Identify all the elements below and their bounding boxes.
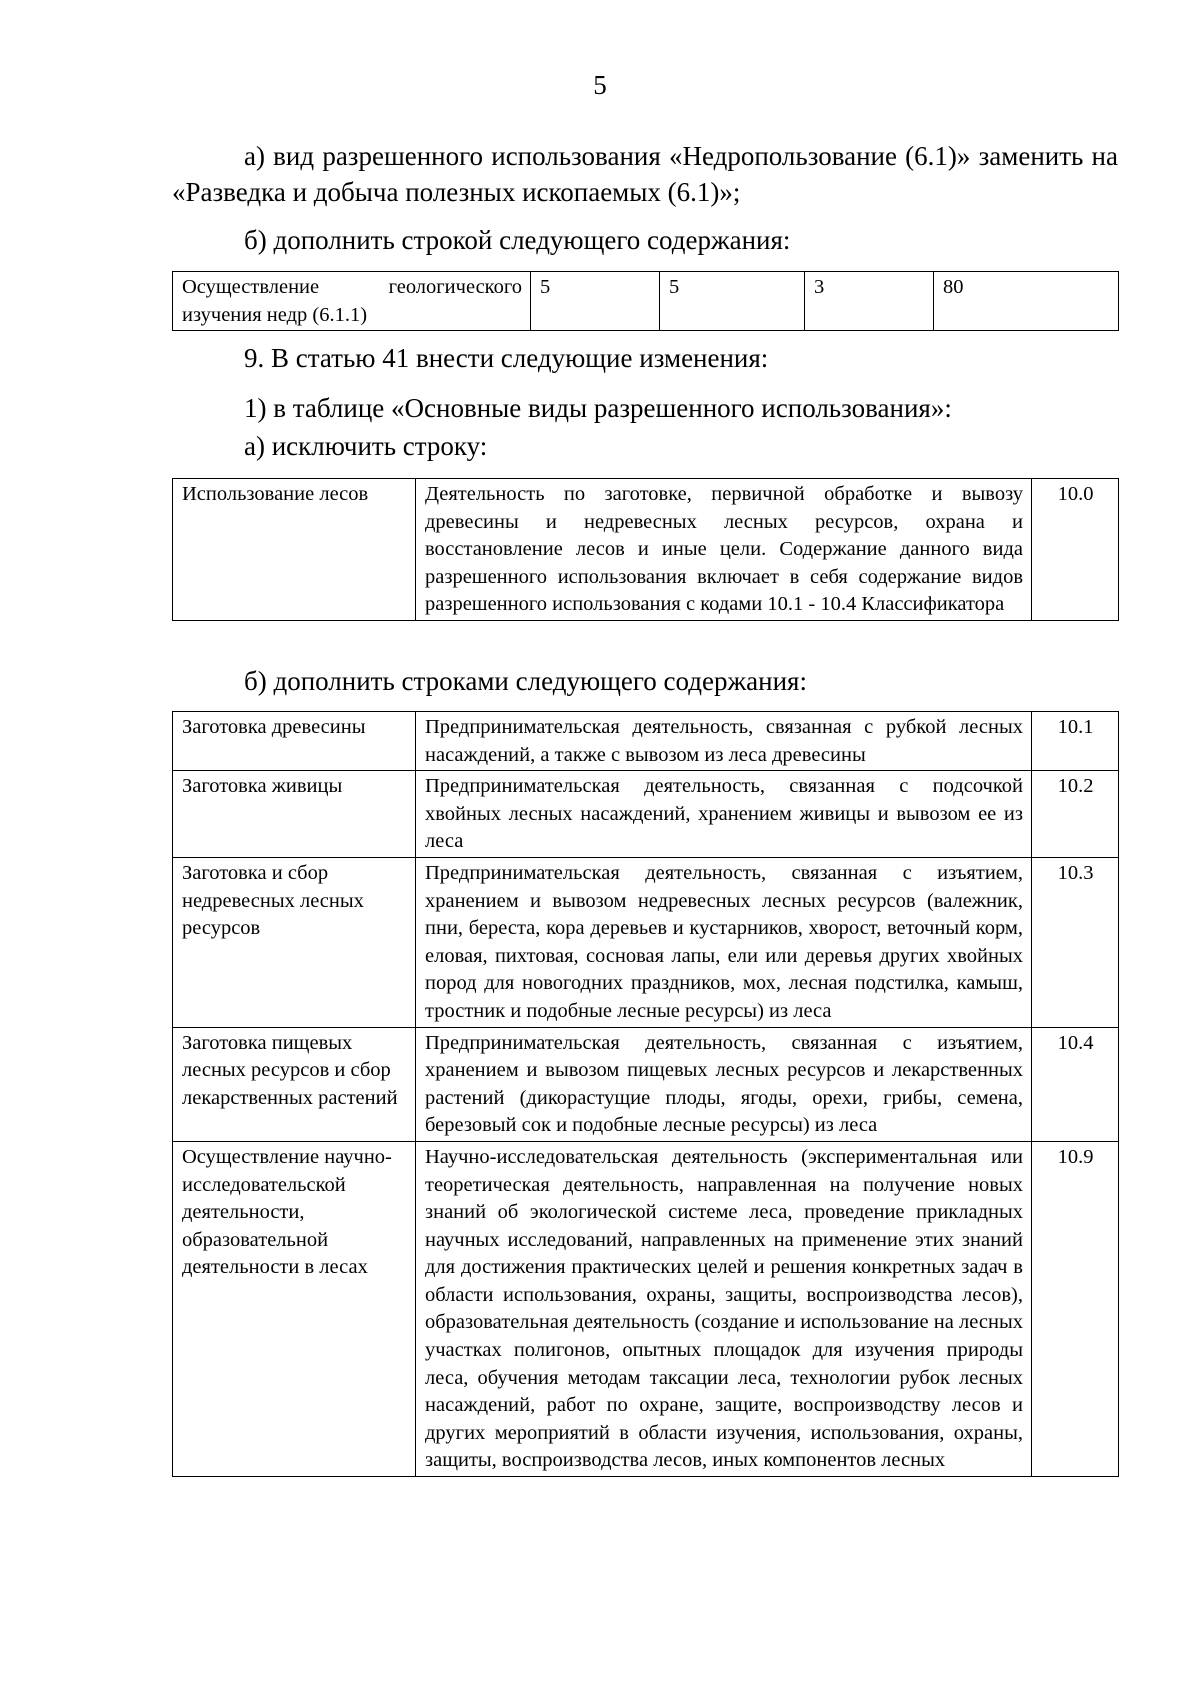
table-cell-code: 10.3: [1032, 857, 1119, 1027]
paragraph-main-usage-table: 1) в таблице «Основные виды разрешенного использования»:: [244, 393, 952, 423]
table-cell-usage-name: Заготовка древесины: [173, 712, 416, 771]
table-cell-description: Предпринимательская деятельность, связанная с рубкой лесных насаждений, а также с вывозом из леса древесины: [416, 712, 1032, 771]
table-row: [173, 771, 1119, 858]
table-row: [173, 712, 1119, 771]
paragraph-article-41: 9. В статью 41 внести следующие изменения:: [244, 343, 769, 373]
table-cell-code: 10.9: [1032, 1141, 1119, 1476]
table-row: [173, 479, 1119, 621]
table-cell-usage-name: Использование лесов: [173, 479, 416, 621]
table-cell-description: Предпринимательская деятельность, связанная с изъятием, хранением и вывозом пищевых лесных ресурсов и лекарственных растений (дикорастущие плоды, ягоды, орехи, грибы, семена, березовый сок и подобные лесные ресурсы) из леса: [416, 1027, 1032, 1141]
table-cell-value: 3: [805, 272, 934, 331]
page-number: 5: [593, 70, 607, 100]
table-cell-code: 10.4: [1032, 1027, 1119, 1141]
forest-use-excluded-table: [172, 478, 1119, 621]
table-cell-value: 80: [934, 272, 1119, 331]
table-row: [173, 857, 1119, 1027]
table-row: [173, 272, 1119, 331]
table-cell-code: 10.0: [1032, 479, 1119, 621]
table-cell-usage-name: Заготовка и сбор недревесных лесных ресурсов: [173, 857, 416, 1027]
table-cell-code: 10.2: [1032, 771, 1119, 858]
geology-row-table: [172, 271, 1119, 331]
table-row: [173, 1027, 1119, 1141]
table-cell-value: 5: [660, 272, 805, 331]
table-cell-usage-name: Заготовка живицы: [173, 771, 416, 858]
table-cell-usage-name: Осуществление научно-исследовательской деятельности, образовательной деятельности в лесах: [173, 1141, 416, 1476]
table-row: [173, 1141, 1119, 1476]
table-cell-value: 5: [531, 272, 660, 331]
table-cell-code: 10.1: [1032, 712, 1119, 771]
table-cell-description: Научно-исследовательская деятельность (экспериментальная или теоретическая деятельность, направленная на получение новых знаний об экологической системе леса, проведение прикладных научных исследований, направленных на применение этих знаний для достижения практических целей и решения конкретных задач в области использования, охраны, защиты, воспроизводства лесов), образовательная деятельность (создание и использование на лесных участках полигонов, опытных площадок для изучения природы леса, обучения методам таксации леса, технологии рубок лесных насаждений, работ по охране, защите, воспроизводству лесов и других мероприятий в области изучения, использования, охраны, защиты, воспроизводства лесов, иных компонентов лесных: [416, 1141, 1032, 1476]
paragraph-add-rows: б) дополнить строками следующего содержания:: [244, 666, 807, 696]
paragraph-add-row: б) дополнить строкой следующего содержания:: [244, 225, 791, 255]
table-cell-description: Предпринимательская деятельность, связанная с изъятием, хранением и вывозом недревесных лесных ресурсов (валежник, пни, береста, кора деревьев и кустарников, хворост, веточный корм, еловая, пихтовая, сосновая лапы, ели или деревья других хвойных пород для новогодних праздников, мох, лесная подстилка, камыш, тростник и подобные лесные ресурсы) из леса: [416, 857, 1032, 1027]
paragraph-exclude-row: а) исключить строку:: [244, 431, 488, 461]
table-cell-description: Деятельность по заготовке, первичной обработке и вывозу древесины и недревесных лесных ресурсов, охрана и восстановление лесов и иные цели. Содержание данного вида разрешенного использования включает в себя содержание видов разрешенного использования с кодами 10.1 - 10.4 Классификатора: [416, 479, 1032, 621]
table-cell-description: Предпринимательская деятельность, связанная с подсочкой хвойных лесных насаждений, хранением живицы и вывозом ее из леса: [416, 771, 1032, 858]
table-cell-usage-name: Осуществление геологического изучения недр (6.1.1): [173, 272, 531, 331]
forest-rows-table: [172, 711, 1119, 1477]
table-cell-usage-name: Заготовка пищевых лесных ресурсов и сбор лекарственных растений: [173, 1027, 416, 1141]
paragraph-replace-usage-type: а) вид разрешенного использования «Недропользование (6.1)» заменить на «Разведка и добыча полезных ископаемых (6.1)»;: [172, 141, 1118, 207]
